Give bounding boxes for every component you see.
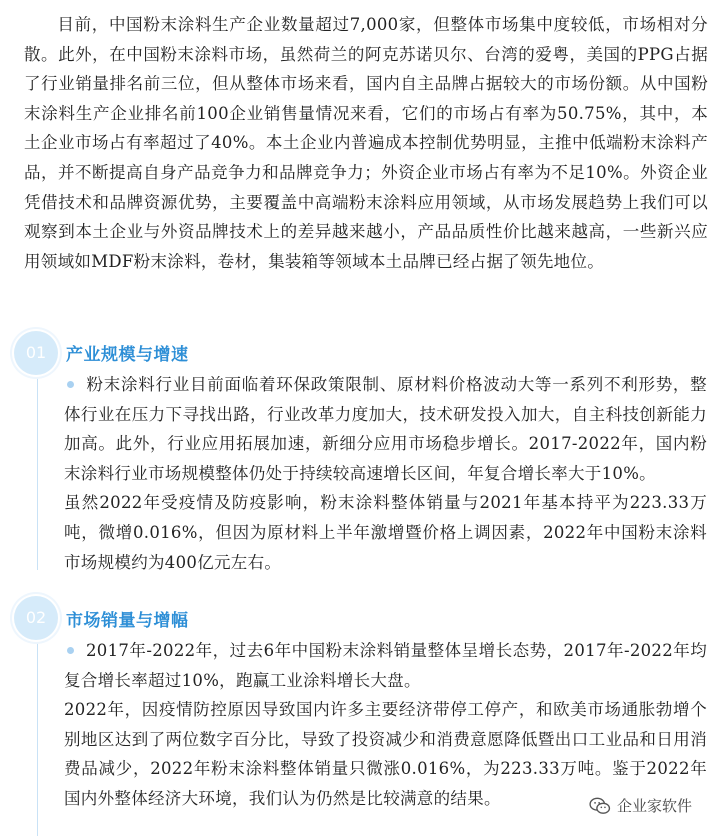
section-number-badge: 02: [14, 596, 58, 640]
watermark-text: 企业家软件: [616, 797, 692, 815]
section-body: [64, 636, 707, 814]
intro-text: 目前，中国粉末涂料生产企业数量超过7,000家，但整体市场集中度较低，市场相对分散。此外，在中国粉末涂料市场，虽然荷兰的阿克苏诺贝尔、台湾的爱粤，美国的PPG占据了行业销量排名前三位，但从整体市场来看，国内自主品牌占据较大的市场份额。从中国粉末涂料生产企业排名前100企业销售量情况来看，它们的市场占有率为50.75%，其中，本土企业市场占有率超过了40%。本土企业内普遍成本控制优势明显，主推中低端粉末涂料产品，并不断提高自身产品竞争力和品牌竞争力；外资企业市场占有率为不足10%。外资企业凭借技术和品牌资源优势，主要覆盖中高端粉末涂料应用领域，从市场发展趋势上我们可以观察到本土企业与外资品牌技术上的差异越来越小，产品品质性价比越来越高，一些新兴应用领域如MDF粉末涂料，卷材，集装箱等领域本土品牌已经占据了领先地位。: [24, 15, 708, 271]
section-paragraph: 虽然2022年受疫情及防疫影响，粉末涂料整体销量与2021年基本持平为223.33万吨，微增0.016%，但因为原材料上半年激增暨价格上调因素，2022年中国粉末涂料市场规模约为400亿元左右。: [64, 493, 707, 572]
wechat-watermark: [585, 793, 696, 818]
section-paragraph: 2022年，因疫情防控原因导致国内许多主要经济带停工停产，和欧美市场通胀勃增个别地区达到了两位数字百分比，导致了投资减少和消费意愿降低暨出口工业品和日用消费品减少，2022年粉末涂料整体销量只微涨0.016%，为223.33万吨。鉴于2022年国内外整体经济大环境，我们认为仍然是比较满意的结果。: [64, 700, 707, 808]
section-rail-01: [37, 375, 38, 570]
section-number-badge: 01: [14, 331, 58, 375]
bullet-dot-icon: [67, 381, 74, 388]
bullet-dot-icon: [67, 647, 74, 654]
section-rail-02: [37, 640, 38, 836]
intro-paragraph: [24, 10, 708, 276]
section-paragraph: 粉末涂料行业目前面临着环保政策限制、原材料价格波动大等一系列不利形势，整体行业在压力下寻找出路，行业改革力度加大，技术研发投入加大，自主科技创新能力加高。此外，行业应用拓展加速，新细分应用市场稳步增长。2017-2022年，国内粉末涂料行业市场规模整体仍处于持续较高速增长区间，年复合增长率大于10%。: [64, 375, 707, 483]
section-paragraph: 2017年-2022年，过去6年中国粉末涂料销量整体呈增长态势，2017年-2022年均复合增长率超过10%，跑赢工业涂料增长大盘。: [64, 641, 707, 690]
section-body: [64, 370, 707, 577]
section-title: 产业规模与增速: [66, 345, 189, 365]
section-title: 市场销量与增幅: [66, 611, 189, 631]
wechat-icon: [589, 797, 611, 815]
